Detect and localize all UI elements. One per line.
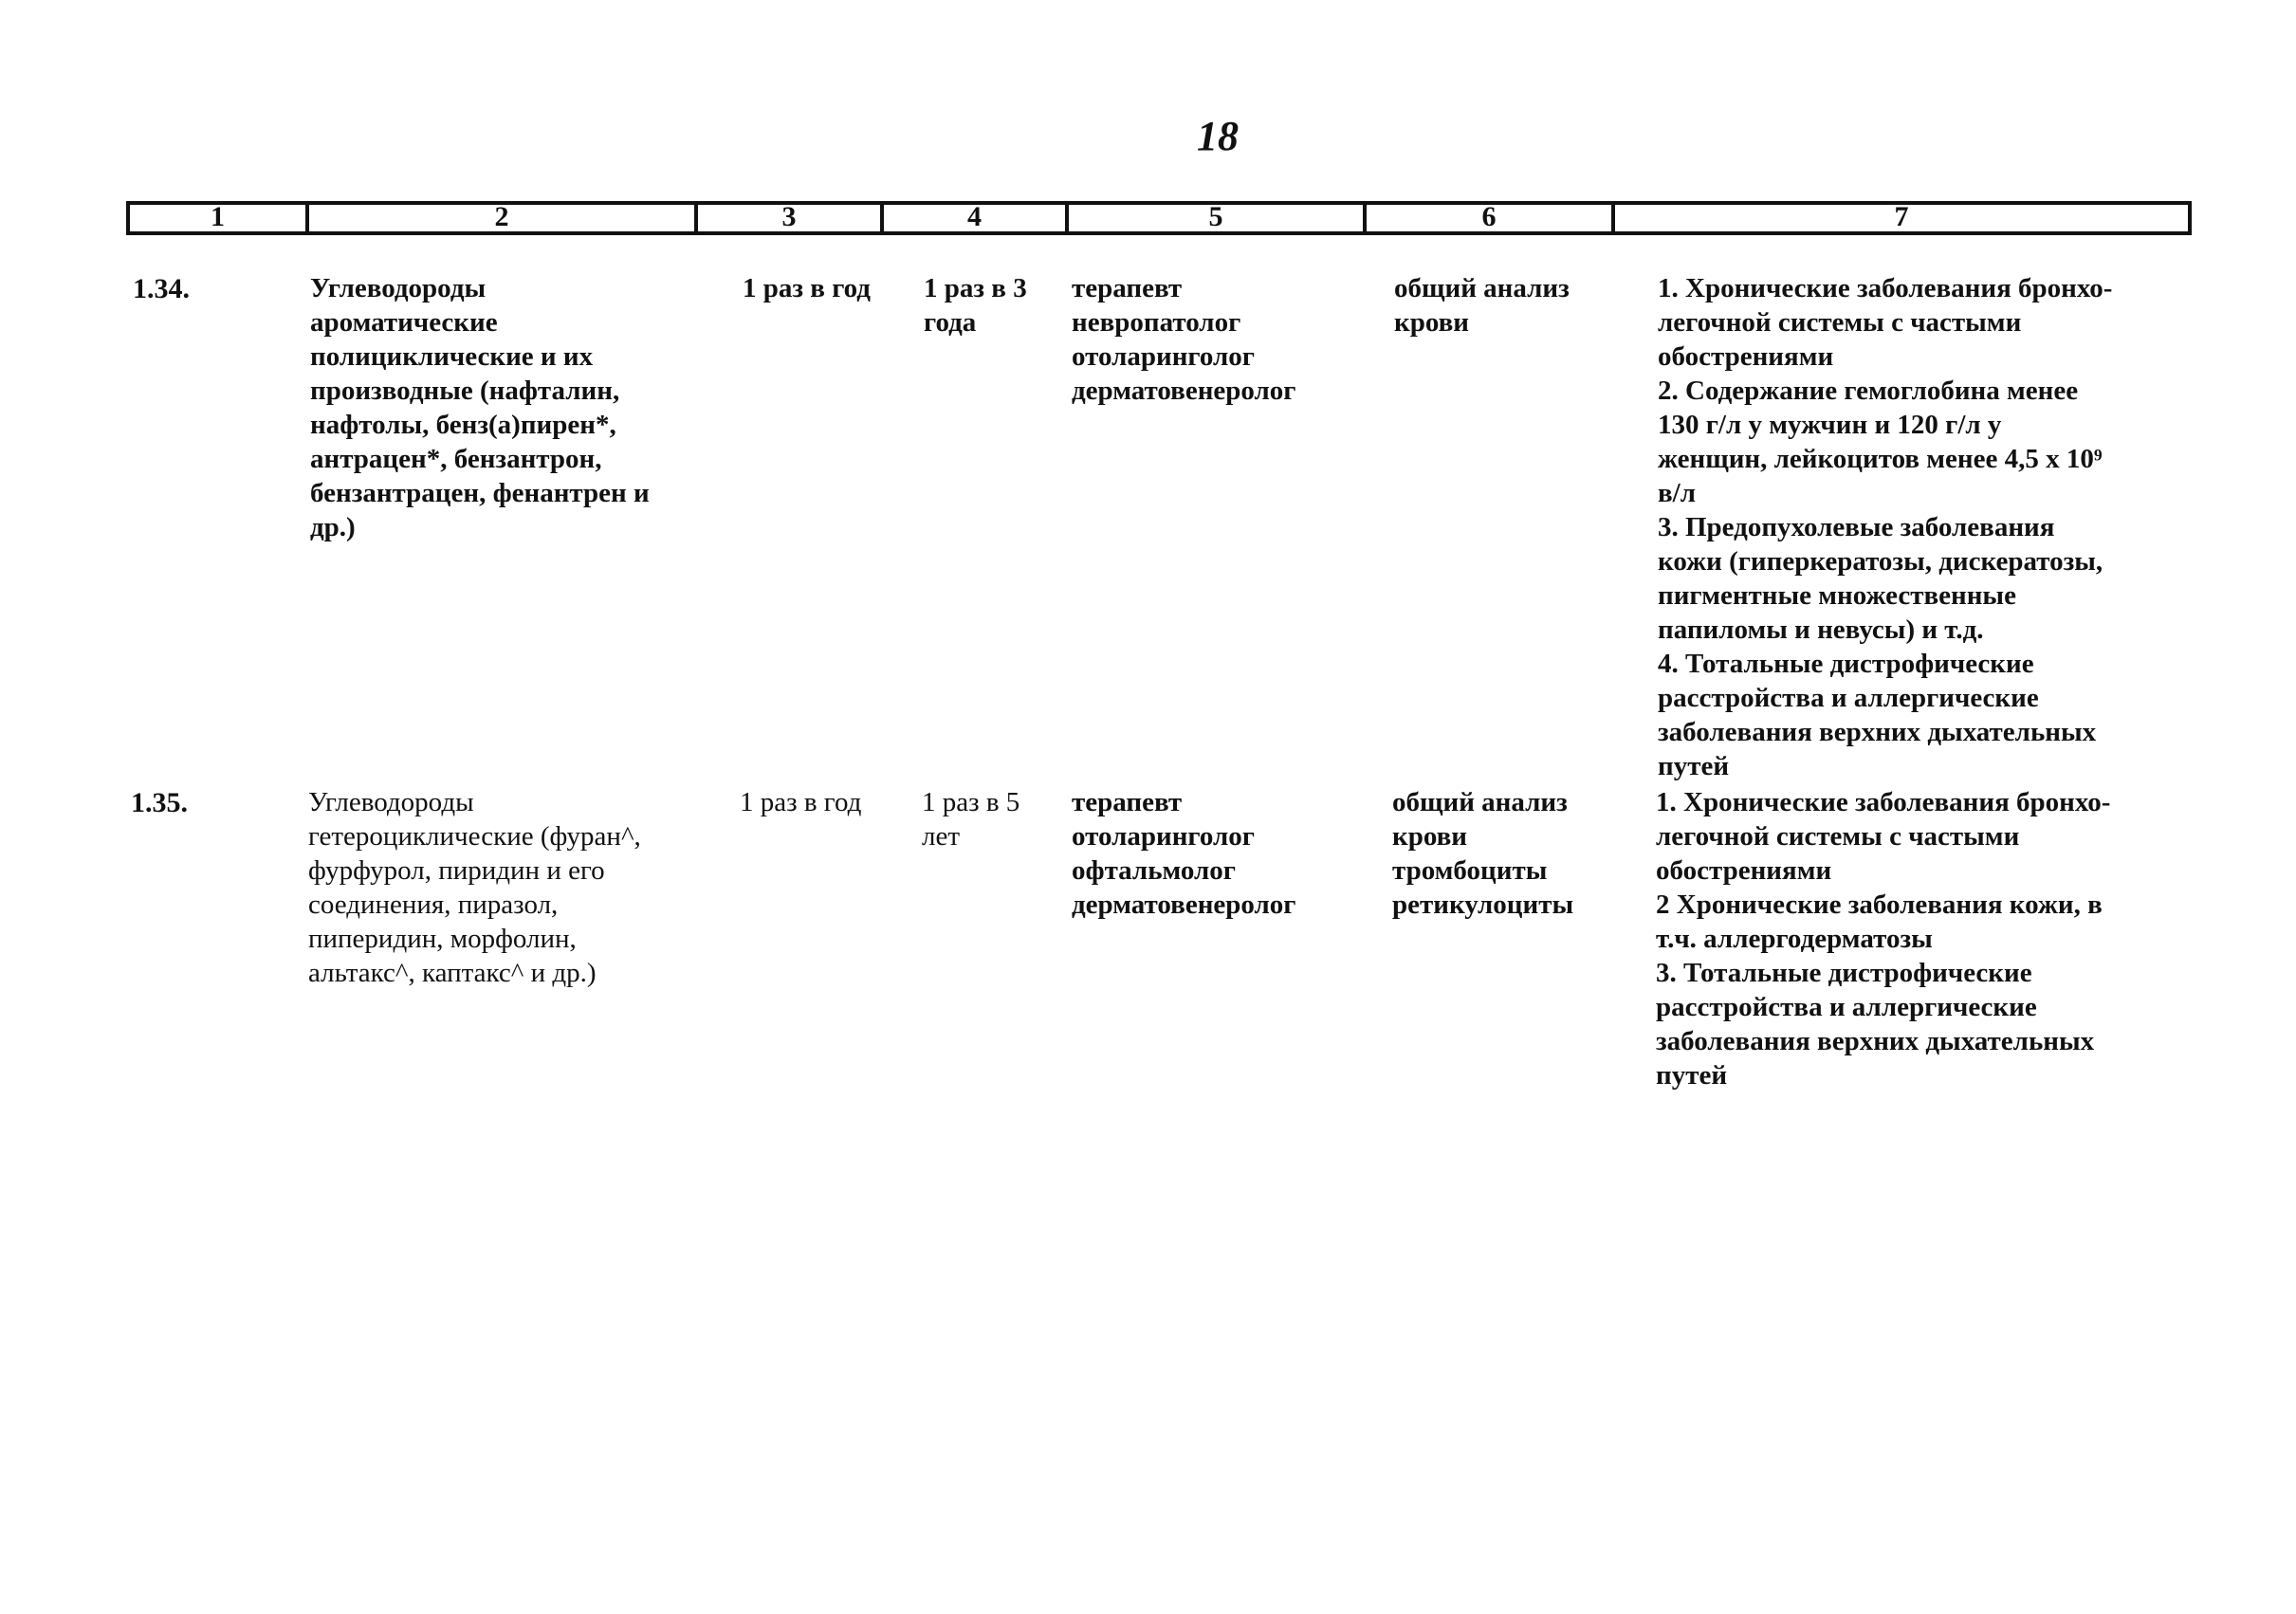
header-col-6: 6 (1363, 205, 1611, 231)
row-number: 1.34. (133, 273, 190, 304)
substance-cell: Углеводороды гетероциклические (фуран^, фурфурол, пиридин и его соединения, пиразол, пиперидин, морфолин, альтакс^, каптакс^ и др.) (308, 787, 641, 988)
header-col-5: 5 (1065, 205, 1363, 231)
periodicity-cell: 1 раз в год (740, 787, 862, 817)
substance-cell: Углеводороды ароматические полициклические и их производные (нафталин, нафтолы, бенз(а)пирен*, антрацен*, бензантрон, бензантрацен, фенантрен и др.) (310, 273, 650, 542)
periodicity-cell: 1 раз в год (743, 273, 871, 303)
header-col-1: 1 (211, 201, 225, 232)
periodicity-cell: 1 раз в 5 лет (922, 787, 1020, 852)
specialists-cell: терапевт отоларинголог офтальмолог дерматовенеролог (1072, 787, 1296, 920)
specialists-cell: терапевт невропатолог отоларинголог дерматовенеролог (1072, 273, 1296, 406)
tests-cell: общий анализ крови (1394, 273, 1570, 338)
row-number: 1.35. (131, 787, 188, 818)
header-col-2: 2 (305, 205, 694, 231)
contraindications-cell: 1. Хронические заболевания бронхо- легочной системы с частыми обострениями 2 Хронические заболевания кожи, в т.ч. аллергодерматозы 3. Тотальные дистрофические расстройства и аллергические заболевания верхних дыхательных путей (1656, 787, 2111, 1091)
header-col-4: 4 (880, 205, 1065, 231)
contraindications-cell: 1. Хронические заболевания бронхо- легочной системы с частыми обострениями 2. Содержание гемоглобина менее 130 г/л у мужчин и 120 г/л у женщин, лейкоцитов менее 4,5 х 10⁹ в/л 3. Предопухолевые заболевания кожи (гиперкератозы, дискератозы, пигментные множественные папиломы и невусы) и т.д. 4. Тотальные дистрофические расстройства и аллергические заболевания верхних дыхательных путей (1658, 273, 2113, 781)
table-header-row (126, 201, 2192, 235)
tests-cell: общий анализ крови тромбоциты ретикулоциты (1392, 787, 1574, 920)
periodicity-cell: 1 раз в 3 года (924, 273, 1027, 338)
header-col-7: 7 (1611, 205, 2188, 231)
header-col-3: 3 (694, 205, 880, 231)
page-number: 18 (1197, 113, 1239, 159)
